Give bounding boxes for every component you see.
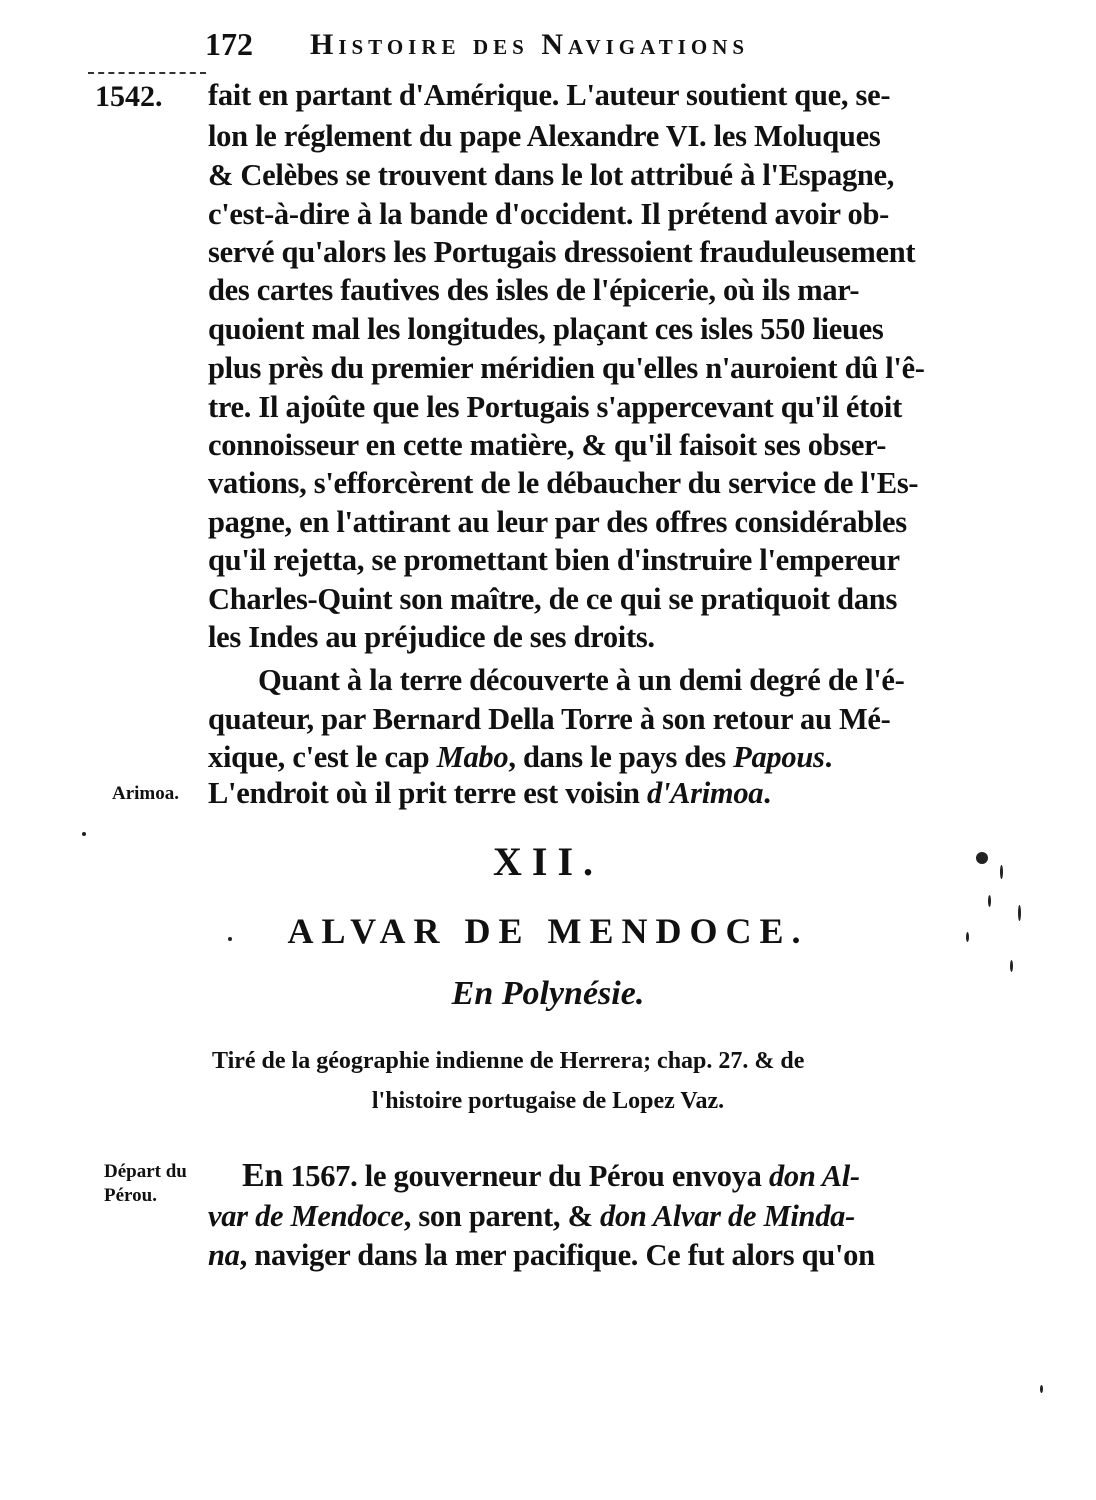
text-line: servé qu'alors les Portugais dressoient frauduleusement [208, 235, 916, 269]
text-line: Charles-Quint son maître, de ce qui se pratiquoit dans [208, 582, 898, 616]
people-name-papous: Papous [733, 740, 825, 774]
ink-speck [228, 937, 232, 941]
ink-speck [988, 895, 991, 907]
text-line: vations, s'efforcèrent de le débaucher du service de l'Es- [208, 466, 919, 500]
ink-speck [966, 932, 969, 942]
text-line: En 1567. le gouverneur du Pérou envoya don Al- [242, 1157, 860, 1194]
text-line: quoient mal les longitudes, plaçant ces isles 550 lieues [208, 312, 884, 346]
text-line: pagne, en l'attirant au leur par des offres considérables [208, 505, 907, 539]
place-name-mabo: Mabo [436, 740, 509, 774]
ink-speck [1040, 1385, 1043, 1393]
text-line: plus près du premier méridien qu'elles n'auroient dû l'ê- [208, 351, 925, 385]
text-line: qu'il rejetta, se promettant bien d'instruire l'empereur [208, 543, 900, 577]
text-line: var de Mendoce, son parent, & don Alvar de Minda- [208, 1199, 855, 1233]
text-line: quateur, par Bernard Della Torre à son retour au Mé- [208, 702, 891, 736]
page-number: 172 [205, 26, 253, 62]
text-line: fait en partant d'Amérique. L'auteur soutient que, se- [208, 78, 891, 112]
ink-speck [82, 832, 86, 836]
text-line: c'est-à-dire à la bande d'occident. Il prétend avoir ob- [208, 197, 890, 231]
text-line: na, naviger dans la mer pacifique. Ce fut alors qu'on [208, 1238, 875, 1272]
source-note-line: l'histoire portugaise de Lopez Vaz. [371, 1088, 725, 1114]
chapter-number: XII. [492, 839, 604, 884]
ink-speck [976, 852, 988, 864]
person-name: don Alvar de Minda- [600, 1199, 855, 1233]
ink-speck [1010, 960, 1013, 972]
text-line: & Celèbes se trouvent dans le lot attribué à l'Espagne, [208, 158, 895, 192]
text-line: Quant à la terre découverte à un demi degré de l'é- [258, 663, 905, 697]
ink-speck [1000, 865, 1003, 879]
ink-speck [1018, 905, 1021, 921]
chapter-subtitle: En Polynésie. [451, 975, 645, 1012]
margin-note-depart: Départ du Pérou. [104, 1161, 187, 1206]
text-line: les Indes au préjudice de ses droits. [208, 620, 655, 654]
drop-word: En [242, 1157, 283, 1194]
text-line: connoisseur en cette matière, & qu'il faisoit ses obser- [208, 428, 887, 462]
margin-note-arimoa: Arimoa. [112, 783, 180, 804]
header-rule [88, 72, 206, 74]
margin-year: 1542. [95, 80, 163, 113]
text-line: xique, c'est le cap Mabo, dans le pays des Papous. [208, 740, 832, 774]
source-note-line: Tiré de la géographie indienne de Herrera; chap. 27. & de [212, 1048, 805, 1074]
running-title: Histoire des Navigations [310, 28, 750, 61]
chapter-title: ALVAR DE MENDOCE. [287, 911, 809, 951]
text-line: tre. Il ajoûte que les Portugais s'appercevant qu'il étoit [208, 390, 902, 424]
text-line: des cartes fautives des isles de l'épicerie, où ils mar- [208, 273, 860, 307]
running-head [205, 26, 905, 66]
person-name: var de Mendoce [208, 1199, 404, 1233]
text-line: L'endroit où il prit terre est voisin d'Arimoa. [208, 776, 771, 810]
text-line: lon le réglement du pape Alexandre VI. les Moluques [208, 119, 881, 153]
place-name-arimoa: d'Arimoa [647, 776, 764, 810]
